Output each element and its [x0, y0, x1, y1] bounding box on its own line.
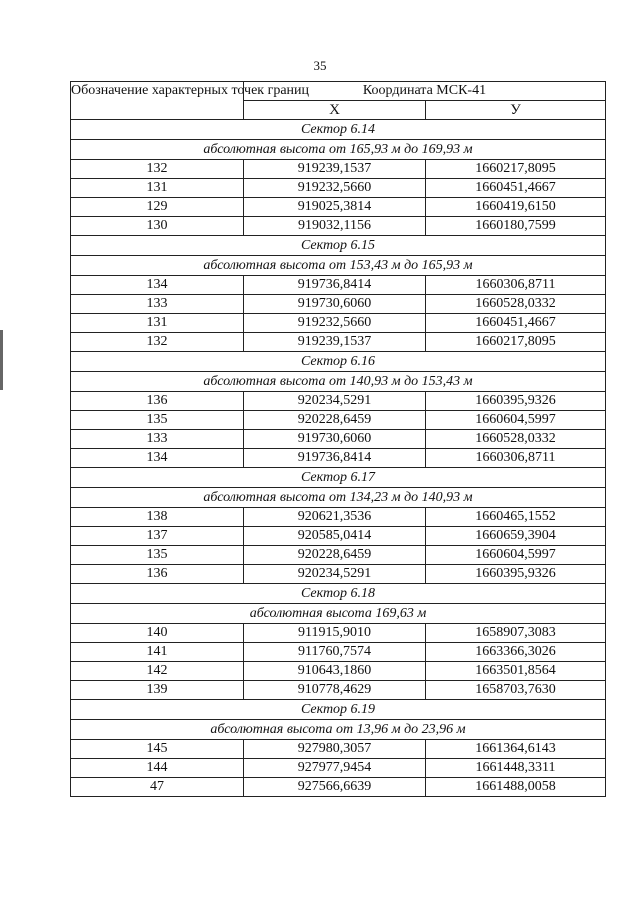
x-coordinate-cell: 920228,6459 [244, 546, 426, 565]
table-header [71, 82, 606, 120]
y-coordinate-cell: 1663501,8564 [426, 662, 606, 681]
x-coordinate-cell: 919232,5660 [244, 179, 426, 198]
point-cell: 134 [71, 449, 244, 468]
y-coordinate-cell: 1660395,9326 [426, 392, 606, 411]
x-coordinate-cell: 911760,7574 [244, 643, 426, 662]
y-coordinate-cell: 1658703,7630 [426, 681, 606, 700]
table-row [71, 160, 606, 179]
table-row [71, 624, 606, 643]
x-coordinate-cell: 919239,1537 [244, 160, 426, 179]
x-coordinate-cell: 919239,1537 [244, 333, 426, 352]
y-coordinate-cell: 1660659,3904 [426, 527, 606, 546]
x-coordinate-cell: 920234,5291 [244, 565, 426, 584]
y-coordinate-cell: 1661364,6143 [426, 740, 606, 759]
point-cell: 133 [71, 430, 244, 449]
sector-altitude: абсолютная высота 169,63 м [71, 604, 606, 624]
x-coordinate-cell: 927977,9454 [244, 759, 426, 778]
sector-altitude-row [71, 488, 606, 508]
table-row [71, 392, 606, 411]
point-cell: 136 [71, 565, 244, 584]
x-coordinate-cell: 910643,1860 [244, 662, 426, 681]
point-cell: 130 [71, 217, 244, 236]
table-row [71, 179, 606, 198]
sector-altitude-row [71, 720, 606, 740]
y-coordinate-cell: 1660217,8095 [426, 160, 606, 179]
table-row [71, 314, 606, 333]
point-cell: 135 [71, 546, 244, 565]
point-cell: 135 [71, 411, 244, 430]
point-cell: 145 [71, 740, 244, 759]
coordinates-table [70, 81, 606, 797]
sector-title: Сектор 6.17 [71, 468, 606, 488]
y-coordinate-cell: 1661448,3311 [426, 759, 606, 778]
point-cell: 132 [71, 333, 244, 352]
point-cell: 131 [71, 314, 244, 333]
sector-altitude-row [71, 604, 606, 624]
point-cell: 47 [71, 778, 244, 797]
y-coordinate-cell: 1661488,0058 [426, 778, 606, 797]
x-coordinate-cell: 919025,3814 [244, 198, 426, 217]
y-coordinate-cell: 1660419,6150 [426, 198, 606, 217]
x-coordinate-cell: 920234,5291 [244, 392, 426, 411]
scan-edge-mark [0, 330, 3, 390]
sector-title: Сектор 6.14 [71, 120, 606, 140]
y-coordinate-cell: 1660451,4667 [426, 314, 606, 333]
x-column-header: Х [244, 101, 426, 120]
table-row [71, 643, 606, 662]
x-coordinate-cell: 920228,6459 [244, 411, 426, 430]
sector-altitude-row [71, 140, 606, 160]
y-coordinate-cell: 1660306,8711 [426, 449, 606, 468]
y-column-header: У [426, 101, 606, 120]
point-cell: 138 [71, 508, 244, 527]
table-row [71, 198, 606, 217]
x-coordinate-cell: 927566,6639 [244, 778, 426, 797]
table-row [71, 333, 606, 352]
sector-altitude: абсолютная высота от 134,23 м до 140,93 м [71, 488, 606, 508]
table-body [71, 120, 606, 797]
sector-title-row [71, 120, 606, 140]
x-coordinate-cell: 919730,6060 [244, 430, 426, 449]
x-coordinate-cell: 919032,1156 [244, 217, 426, 236]
sector-title-row [71, 700, 606, 720]
table-row [71, 295, 606, 314]
x-coordinate-cell: 911915,9010 [244, 624, 426, 643]
table-row [71, 759, 606, 778]
point-designation-header: Обозначение характерных точек границ [71, 82, 244, 120]
x-coordinate-cell: 919736,8414 [244, 449, 426, 468]
y-coordinate-cell: 1660180,7599 [426, 217, 606, 236]
x-coordinate-cell: 927980,3057 [244, 740, 426, 759]
sector-altitude: абсолютная высота от 13,96 м до 23,96 м [71, 720, 606, 740]
table-row [71, 449, 606, 468]
coordinate-system-header: Координата МСК-41 [244, 82, 606, 101]
x-coordinate-cell: 919232,5660 [244, 314, 426, 333]
sector-title: Сектор 6.15 [71, 236, 606, 256]
table-row [71, 430, 606, 449]
sector-altitude: абсолютная высота от 153,43 м до 165,93 м [71, 256, 606, 276]
sector-title-row [71, 468, 606, 488]
page-number: 35 [313, 58, 327, 73]
y-coordinate-cell: 1663366,3026 [426, 643, 606, 662]
x-coordinate-cell: 910778,4629 [244, 681, 426, 700]
point-cell: 141 [71, 643, 244, 662]
x-coordinate-cell: 920621,3536 [244, 508, 426, 527]
point-cell: 140 [71, 624, 244, 643]
sector-title-row [71, 236, 606, 256]
sector-altitude-row [71, 256, 606, 276]
x-coordinate-cell: 920585,0414 [244, 527, 426, 546]
sector-altitude: абсолютная высота от 165,93 м до 169,93 м [71, 140, 606, 160]
point-cell: 136 [71, 392, 244, 411]
y-coordinate-cell: 1660451,4667 [426, 179, 606, 198]
sector-title: Сектор 6.19 [71, 700, 606, 720]
point-cell: 144 [71, 759, 244, 778]
sector-altitude: абсолютная высота от 140,93 м до 153,43 м [71, 372, 606, 392]
sector-title-row [71, 584, 606, 604]
y-coordinate-cell: 1658907,3083 [426, 624, 606, 643]
table-row [71, 662, 606, 681]
table-row [71, 508, 606, 527]
sector-title-row [71, 352, 606, 372]
table-row [71, 681, 606, 700]
point-cell: 137 [71, 527, 244, 546]
table-row [71, 565, 606, 584]
y-coordinate-cell: 1660306,8711 [426, 276, 606, 295]
table-row [71, 527, 606, 546]
table-row [71, 411, 606, 430]
sector-title: Сектор 6.18 [71, 584, 606, 604]
point-cell: 131 [71, 179, 244, 198]
point-cell: 133 [71, 295, 244, 314]
sector-altitude-row [71, 372, 606, 392]
table-row [71, 546, 606, 565]
y-coordinate-cell: 1660528,0332 [426, 430, 606, 449]
x-coordinate-cell: 919736,8414 [244, 276, 426, 295]
point-cell: 134 [71, 276, 244, 295]
sector-title: Сектор 6.16 [71, 352, 606, 372]
y-coordinate-cell: 1660217,8095 [426, 333, 606, 352]
table-row [71, 778, 606, 797]
point-cell: 139 [71, 681, 244, 700]
y-coordinate-cell: 1660465,1552 [426, 508, 606, 527]
point-cell: 129 [71, 198, 244, 217]
point-cell: 142 [71, 662, 244, 681]
y-coordinate-cell: 1660604,5997 [426, 546, 606, 565]
table-row [71, 276, 606, 295]
y-coordinate-cell: 1660528,0332 [426, 295, 606, 314]
y-coordinate-cell: 1660395,9326 [426, 565, 606, 584]
point-cell: 132 [71, 160, 244, 179]
y-coordinate-cell: 1660604,5997 [426, 411, 606, 430]
x-coordinate-cell: 919730,6060 [244, 295, 426, 314]
table-row [71, 217, 606, 236]
table-row [71, 740, 606, 759]
